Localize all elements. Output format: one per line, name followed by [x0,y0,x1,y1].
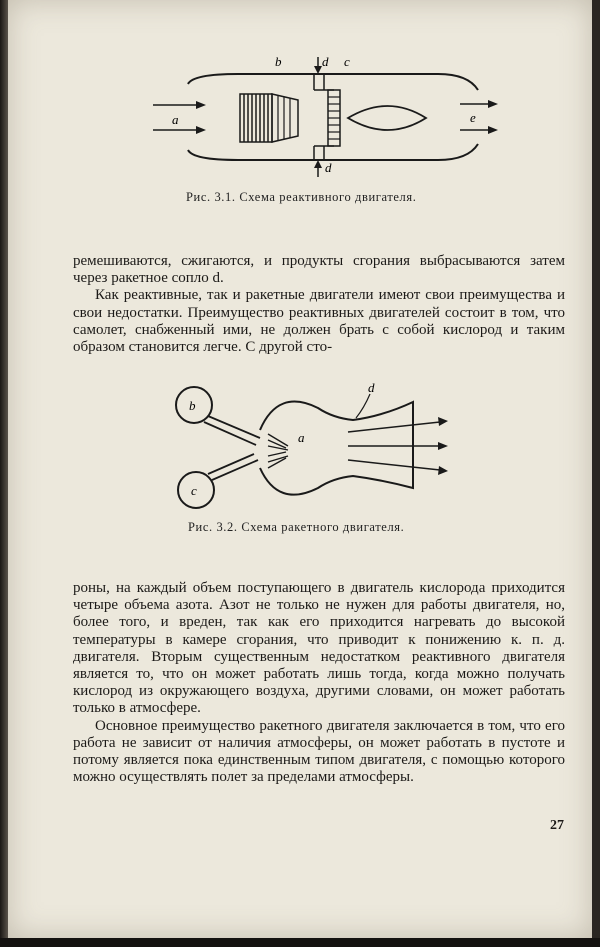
label-a: a [298,430,305,445]
label-b: b [275,54,282,69]
label-b: b [189,398,196,413]
label-c: c [344,54,350,69]
label-e: e [470,110,476,125]
figure-3-2-caption: Рис. 3.2. Схема ракетного двигателя. [188,520,405,534]
jet-engine-diagram [148,52,508,177]
paragraph-continuation: ремешиваются, сжигаются, и продукты сгорания выбрасываются затем через ракетное сопло d. [73,253,565,287]
paragraph-rocket-advantage: Основное преимущество ракетного двигателя заключается в том, что его работа не зависит от наличия атмосферы, он может работать в пустоте и потому является пока единственным типом двигателя, с помощью которого можно осуществлять полет за пределами атмосферы. [73,717,565,786]
paragraph-advantages: Как реактивные, так и ракетные двигатели имеют свои преимущества и свои недостатки. Преимущество реактивных двигателей состоит в том, что самолет, снабженный ими, не должен брать с собой кислород и таким образом становится легче. С другой сто- [73,287,565,356]
text-block-upper [73,253,565,356]
label-a: a [172,112,179,127]
label-c: c [191,483,197,498]
binding-edge [0,0,8,947]
book-page [8,0,592,938]
page-number: 27 [550,818,564,833]
page-bottom-edge [0,938,600,947]
label-d-top: d [322,54,329,69]
paragraph-disadvantages: роны, на каждый объем поступающего в двигатель кислорода приходится четыре объема азота. Азот не только не нужен для работы двигателя, но, более того, и вреден, так как его приходится нагревать до высокой температуры в камере сгорания, что приводит к понижению к. п. д. двигателя. Вторым существенным недостатком реактивного двигателя является то, что он может работать лишь тогда, когда можно получать кислород из окружающего воздуха, другими словами, он может работать только в атмосфере. [73,580,565,717]
text-block-lower [73,580,565,786]
rocket-engine-diagram [168,380,458,510]
label-d: d [368,380,375,395]
figure-3-1-caption: Рис. 3.1. Схема реактивного двигателя. [186,190,417,204]
label-d-bottom: d [325,160,332,175]
